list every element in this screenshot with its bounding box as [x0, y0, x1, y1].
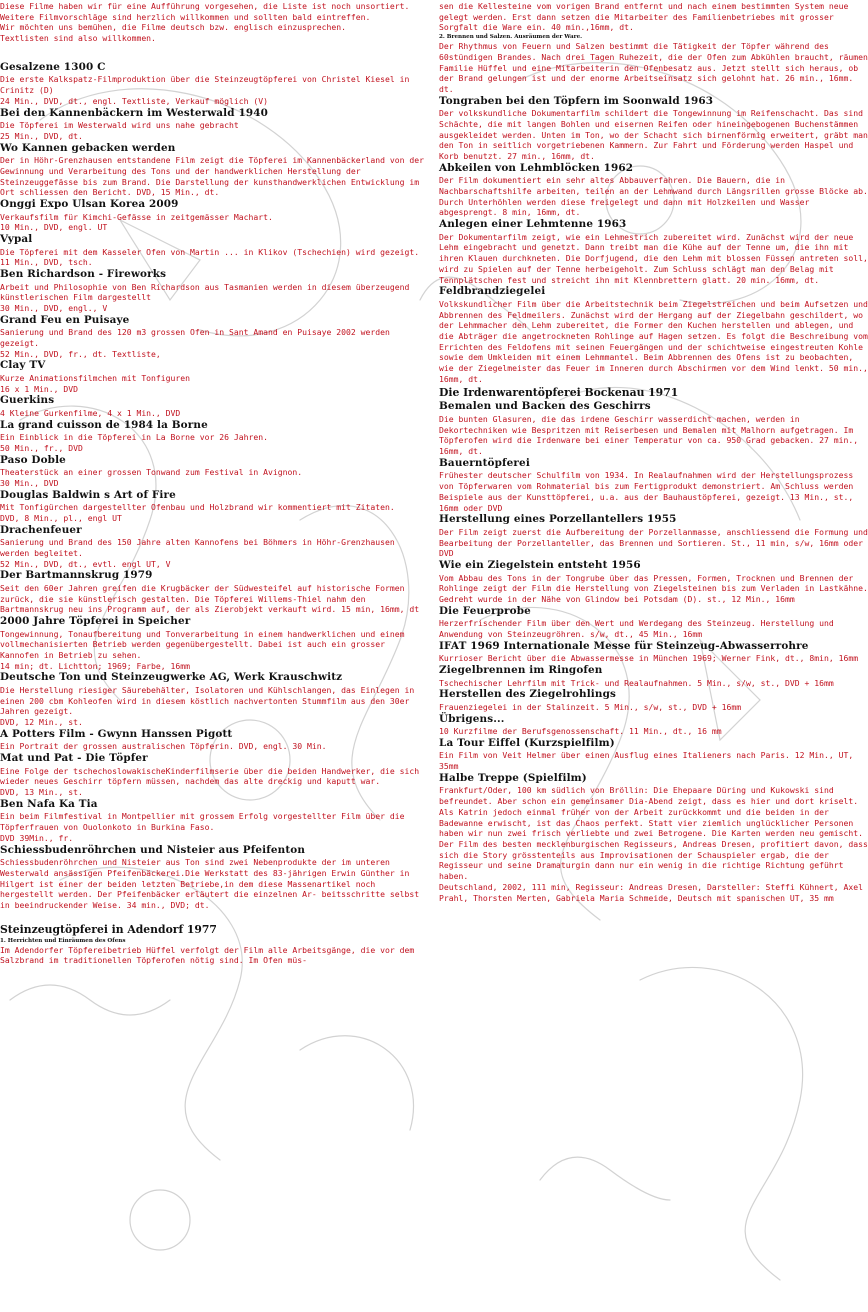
film-title: Tongraben bei den Töpfern im Soonwald 1963	[439, 94, 714, 107]
film-description: Ein Portrait der grossen australischen Töpferin. DVD, engl. 30 Min.	[0, 741, 327, 752]
film-title: A Potters Film - Gwynn Hanssen Pigott	[0, 727, 233, 740]
film-description: Sanierung und Brand des 120 m3 grossen Ofen in Sant Amand en Puisaye 2002 werden gezeigt.	[0, 327, 390, 348]
film-meta: 16 x 1 Min., DVD	[0, 383, 78, 394]
film-entry	[0, 142, 426, 198]
film-entry	[439, 664, 868, 688]
film-meta: 30 Min., DVD, engl., V	[0, 302, 108, 313]
film-description: Mit Tonfigürchen dargestellter Ofenbau und Holzbrand wir kommentiert mit Zitaten.	[0, 502, 395, 513]
film-title: Übrigens...	[439, 712, 505, 725]
film-description: Frauenziegelei in der Stalinzeit. 5 Min., s/w, st., DVD + 16mm	[439, 701, 742, 712]
film-title: Onggi Expo Ulsan Korea 2009	[0, 197, 179, 210]
film-meta: 50 Min., fr., DVD	[0, 442, 83, 453]
film-entry	[439, 688, 868, 712]
film-entry	[0, 314, 426, 360]
right-film-list	[439, 95, 868, 385]
film-description: Ein Film von Veit Helmer über einen Ausflug eines Italieners nach Paris. 12 Min., UT, 35mm	[439, 750, 854, 772]
continued-text: sen die Kellesteine vom vorigen Brand entfernt und nach einem bestimmten System neue gelegt werden. Erst dann setzen die Mitarbeiter des Familienbetriebes mit grosser Sorgfalt die Ware ein. 40 min.,16mm, dt.	[439, 1, 849, 33]
film-title: Gesalzene 1300 C	[0, 60, 106, 73]
film-title: Bei den Kannenbäckern im Westerwald 1940	[0, 106, 268, 119]
film-description: Ein beim Filmfestival in Montpellier mit grossem Erfolg vorgestellter Film über die Töpferfrauen von Ouolonkoto in Burkina Faso.	[0, 811, 405, 833]
film-description: Die Töpferei im Westerwald wird uns nahe gebracht	[0, 120, 239, 131]
film-entry	[0, 844, 426, 911]
intro-text	[0, 1, 426, 44]
film-title: Bemalen und Backen des Geschirrs	[439, 400, 651, 413]
continued-text: Der Rhythmus von Feuern und Salzen bestimmt die Tätigkeit der Töpfer während des 60stündigen Brandes. Nach drei Tagen Ruhezeit, die der Ofen zum Abkühlen braucht, räumen Familie Hüffel und eine Mitarbeiterin den Ofenbesatz aus. Jetzt stellt sich heraus, ob der Brand gelungen ist und der enorme Arbeitseinsatz sich gelohnt hat. 26 min., 16mm. dt.	[439, 41, 868, 94]
film-description: Tschechischer Lehrfilm mit Trick- und Realaufnahmen. 5 Min., s/w, st., DVD + 16mm	[439, 677, 834, 688]
film-description: Kurrioser Bericht über die Abwassermesse in München 1969; Werner Fink, dt., 8min, 16mm	[439, 653, 859, 664]
section-subtitle: 2. Brennen und Salzen. Ausräumen der Ware.	[439, 34, 583, 41]
film-meta: DVD, 13 Min., st.	[0, 787, 83, 798]
film-entry	[439, 400, 868, 456]
film-title: Anlegen einer Lehmtenne 1963	[439, 218, 627, 231]
film-description: Herzerfrischender Film über den Wert und Werdegang des Steinzeug. Herstellung und Anwendung von Steinzeugröhren. s/w, dt., 45 Min., 16mm	[439, 618, 834, 639]
film-title: Ziegelbrennen im Ringofen	[439, 663, 603, 676]
film-entry	[0, 61, 426, 107]
film-description: Eine Folge der tschechoslowakischeKinderfilmserie über die beiden Handwerker, die sich wieder neues Geschirr töpfern müssen, nachdem das alte dreckig und kaputt war.	[0, 765, 420, 787]
film-entry	[0, 198, 426, 233]
film-entry	[0, 359, 426, 394]
film-description: Die Töpferei mit dem Kasseler Ofen von Martin ... in Klikov (Tschechien) wird gezeigt.	[0, 246, 420, 257]
film-title: 2000 Jahre Töpferei in Speicher	[0, 615, 191, 628]
film-title: Abkeilen von Lehmblöcken 1962	[439, 161, 634, 174]
intro-line-1: Diese Filme haben wir für eine Aufführung vorgesehen, die Liste ist noch unsortiert.	[0, 1, 410, 11]
film-title: Ben Nafa Ka Tia	[0, 797, 98, 810]
film-entry	[0, 752, 426, 798]
film-entry	[439, 559, 868, 605]
film-meta: 25 Min., DVD, dt.	[0, 130, 83, 141]
film-entry	[0, 489, 426, 524]
film-entry	[439, 285, 868, 384]
film-meta: 52 Min., DVD, dt., evtl. engl UT, V	[0, 558, 171, 569]
film-entry	[439, 513, 868, 559]
film-description: Schiessbudenröhrchen und Nisteier aus Ton sind zwei Nebenprodukte der im unteren Westerwald ansässigen Pfeifenbäckerei.Die Werkstatt des 83-jährigen Erwin Günther in Hilgert ist einer der beiden letzten Betriebe,in dem diese Massenartikel noch hergestellt werden. Der Pfeifenbäcker erläutert die einzelnen Ar- beitsschritte selbst in beeindruckender Weise. 34 min., DVD; dt.	[0, 857, 420, 910]
film-description: Der Film zeigt zuerst die Aufbereitung der Porzellanmasse, anschliessend die Formung und Bearbeitung der Porzellanteller, das Brennen und Sortieren. St., 11 min, s/w, 16mm oder DVD	[439, 526, 868, 559]
film-description: Im Adendorfer Töpfereibetrieb Hüffel verfolgt der Film alle Arbeitsgänge, die vor dem Salzbrand im traditionellen Töpferofen nötig sind. Im Ofen müs-	[0, 944, 415, 966]
film-entry	[0, 454, 426, 489]
bockenau-film-list	[439, 400, 868, 903]
film-entry	[439, 457, 868, 513]
film-title: La grand cuisson de 1984 la Borne	[0, 418, 208, 431]
film-description: Frühester deutscher Schulfilm von 1934. In Realaufnahmen wird der Herstellungsprozess von Töpferwaren vom Rohmaterial bis zum Fertigprodukt demonstriert. Am Schluss werden Beispiele aus der Kunsttöpferei, u.a. aus der Bauhaustöpferei, gezeigt. 13 Min., st., 16mm oder DVD	[439, 470, 854, 513]
film-entry	[0, 798, 426, 844]
section-subtitle: 1. Herrichten und Einräumen des Ofens	[0, 937, 126, 944]
film-entry	[439, 640, 868, 664]
intro-line-4: Textlisten sind also willkommen.	[0, 33, 156, 44]
film-meta: DVD, 12 Min., st.	[0, 717, 83, 728]
film-meta: 30 Min., DVD	[0, 477, 59, 488]
film-meta: DVD 39Min., fr.	[0, 832, 74, 843]
film-description: Volkskundlicher Film über die Arbeitstechnik beim Ziegelstreichen und beim Aufsetzen und Abbrennen des Feldmeilers. Zunächst wird der Hergang auf der Ziegelbahn geschildert, wo der Lehmmacher den Lehm zubereitet, die Former den Kuchen herstellen und ablegen, und die Abträger die angetrockneten Rohlinge auf Hagen setzen. Es folgt die Beschreibung vom Errichten des Feldofens mit seinen Feuergängen und der schichtweise eingestreuten Kohle sowie dem Umkleiden mit einem Lehmmantel. Beim Abbrennen des Ofens ist zu beobachten, wie der Ziegelmeister das Feuer im Inneren durch Abschirmen vor dem Wind lenkt. 50 min., 16mm, dt.	[439, 298, 868, 384]
film-title: Douglas Baldwin s Art of Fire	[0, 488, 176, 501]
film-meta: Deutschland, 2002, 111 min, Regisseur: Andreas Dresen, Darsteller: Steffi Kühnert, Axel Prahl, Thorsten Merten, Gabriela Maria Schmeide, Deutsch mit spanischen UT, 35 mm	[439, 881, 863, 903]
film-title: La Tour Eiffel (Kurzspielfilm)	[439, 736, 615, 749]
film-entry	[439, 218, 868, 285]
section-title: Steinzeugtöpferei in Adendorf 1977	[0, 922, 217, 936]
film-description: Verkaufsfilm für Kimchi-Gefässe in zeitgemässer Machart.	[0, 211, 273, 222]
film-entry	[439, 772, 868, 903]
film-entry	[0, 728, 426, 752]
film-description: Sanierung und Brand des 150 Jahre alten Kannofens bei Böhmers in Höhr-Grenzhausen werden begleitet.	[0, 537, 395, 558]
film-description: Die erste Kalkspatz-Filmproduktion über die Steinzeugtöpferei von Christel Kiesel in Crinitz (D)	[0, 74, 410, 96]
film-entry	[0, 107, 426, 142]
film-meta: 10 Min., DVD, engl. UT	[0, 222, 108, 233]
film-title: Ben Richardson - Fireworks	[0, 267, 167, 280]
film-entry	[0, 615, 426, 671]
film-description: Vom Abbau des Tons in der Tongrube über das Pressen, Formen, Trocknen und Brennen der Rohlinge zeigt der Film die Herstellung von Ziegelsteinen bis zum Verladen in Lastkähne. Gedreht wurde in der Nähe von Glindow bei Potsdam (D). st., 12 Min., 16mm	[439, 572, 868, 604]
film-description: Kurze Animationsfilmchen mit Tonfiguren	[0, 372, 191, 383]
film-meta: 24 Min., DVD, dt., engl. Textliste, Verkauf möglich (V)	[0, 95, 269, 106]
film-entry	[0, 671, 426, 727]
film-title: Herstellen des Ziegelrohlings	[439, 688, 617, 701]
intro-line-2: Weitere Filmvorschläge sind herzlich willkommen und sollten bald eintreffen.	[0, 11, 371, 22]
film-entry	[0, 394, 426, 418]
film-description: Seit den 60er Jahren greifen die Krugbäcker der Südwesteifel auf historische Formen zurück, die sie künstlerisch gestalten. Die Töpferei Willems-Thiel nahm den Bartmannskrug neu ins Programm auf, der als Zierobjekt verkauft wird. 15 min, 16mm, dt	[0, 582, 420, 615]
film-title: Deutsche Ton und Steinzeugwerke AG, Werk Krauschwitz	[0, 671, 343, 684]
film-entry	[0, 233, 426, 268]
film-entry	[439, 95, 868, 162]
section-title: Die Irdenwarentöpferei Bockenau 1971	[439, 386, 679, 400]
film-entry	[439, 713, 868, 737]
film-entry	[0, 524, 426, 570]
film-title: Mat und Pat - Die Töpfer	[0, 752, 148, 765]
film-description: Arbeit und Philosophie von Ben Richardson aus Tasmanien werden in diesem überzeugend künstlerischen Film dargestellt	[0, 281, 410, 303]
film-entry	[0, 569, 426, 615]
film-title: Wie ein Ziegelstein entsteht 1956	[439, 558, 641, 571]
film-title: Bauerntöpferei	[439, 456, 530, 469]
film-description: Die bunten Glasuren, die das irdene Geschirr wasserdicht machen, werden in Dekortechniken wie Bespritzen mit Reiserbesen und Bemalen mit Malhorn aufgetragen. Im Töpferofen wird die Irdenware bei einer Temperatur von ca. 950 Grad gebacken. 27 min., 16mm, dt.	[439, 414, 859, 457]
film-description: Der in Höhr-Grenzhausen entstandene Film zeigt die Töpferei im Kannenbäckerland von der Gewinnung und Verarbeitung des Tons und der handwerklichen Herstellung der Steinzeuggefässe bis zum Brand. Die Darstellung der kunsthandwerklichen Entwicklung im Ort schliessen den Bericht. DVD, 15 Min., dt.	[0, 155, 424, 198]
adendorf-section	[0, 923, 426, 966]
film-entry	[439, 737, 868, 772]
film-title: Guerkins	[0, 394, 55, 407]
film-description: Der Dokumentarfilm zeigt, wie ein Lehmestrich zubereitet wird. Zunächst wird der neue Lehm eingebracht und genetzt. Dann treibt man die Kühe auf der Tenne um, die ihn mit ihren Klauen durchkneten. Die Dorfjugend, die den Lehm mit blossen Füssen antreten soll, wird zu Spielen auf der Tenne herbeigeholt. Zum Schluss schlägt man den Belag mit Tennplätschen fest und streicht ihn mit Klennbrettern glatt. 20 min. 16mm, dt.	[439, 231, 868, 285]
film-title: Halbe Treppe (Spielfilm)	[439, 771, 587, 784]
film-description: 4 Kleine Gurkenfilme, 4 x 1 Min., DVD	[0, 407, 181, 418]
left-film-list	[0, 61, 426, 911]
film-title: Der Bartmannskrug 1979	[0, 569, 153, 582]
film-description: Die Herstellung riesiger Säurebehälter, Isolatoren und Kühlschlangen, das Einlegen in einen 200 cbm Kohleofen wird in diesem köstlich nachvertonten Stummfilm aus den 30er Jahren gezeigt.	[0, 685, 415, 717]
film-entry	[0, 419, 426, 454]
film-title: Wo Kannen gebacken werden	[0, 141, 176, 154]
film-title: Drachenfeuer	[0, 523, 82, 536]
film-entry	[0, 268, 426, 314]
film-title: Grand Feu en Puisaye	[0, 313, 130, 326]
film-title: Paso Doble	[0, 453, 66, 466]
film-title: Vypal	[0, 232, 33, 245]
film-description: Theaterstück an einer grossen Tonwand zum Festival in Avignon.	[0, 467, 303, 478]
film-description: Ein Einblick in die Töpferei in La Borne vor 26 Jahren.	[0, 432, 269, 443]
film-meta: 52 Min., DVD, fr., dt. Textliste,	[0, 348, 161, 359]
film-description: Der Film dokumentiert ein sehr altes Abbauverfahren. Die Bauern, die in Nachbarschaftshilfe arbeiten, teilen an der Lehmwand durch Längsrillen grosse Blöcke ab. Durch Unterhöhlen werden diese freigelegt und dann mit Holzkeilen und Wasser abgesprengt. 8 min, 16mm, dt.	[439, 175, 868, 218]
film-title: Herstellung eines Porzellantellers 1955	[439, 513, 677, 526]
right-column	[439, 1, 868, 903]
film-title: Die Feuerprobe	[439, 604, 531, 617]
film-meta: DVD, 8 Min., pl., engl UT	[0, 512, 122, 523]
film-title: Clay TV	[0, 359, 46, 372]
film-meta: 14 min; dt. Lichtton; 1969; Farbe, 16mm	[0, 660, 191, 671]
film-title: Feldbrandziegelei	[439, 285, 546, 298]
film-description: Der volkskundliche Dokumentarfilm schildert die Tongewinnung im Reifenschacht. Das sind Schächte, die mit langen Bohlen und eisernen Reifen oder hineingebogenen Buchenstämmen ausgekleidet werden. Unten im Ton, wo der Schacht sich birnenförmig erweitert, gräbt man den Ton in seitlich vorgetriebenen Kammern. Zur Fahrt und Förderung werden Haspel und Korb benutzt. 27 min., 16mm, dt.	[439, 108, 868, 162]
film-title: IFAT 1969 Internationale Messe für Steinzeug-Abwasserrohre	[439, 639, 809, 652]
film-entry	[439, 162, 868, 218]
film-description: Frankfurt/Oder, 100 km südlich von Bröllin: Die Ehepaare Düring und Kukowski sind befreundet. Aber schon ein gemeinsamer Dia-Abend zeigt, dass es hier und dort kriselt. Als Katrin jedoch einmal früher von der Arbeit zurückkommt und die beiden in der Badewanne erwischt, ist das Chaos perfekt. Statt vier ziemlich unglücklicher Personen haben wir nun zwei frisch verliebte und zwei Betrogene. Die Karten werden neu gemischt. Der Film des besten mecklenburgischen Regisseurs, Andreas Dresen, profitiert davon, dass sich die Story grösstenteils aus Improvisationen der Schauspieler ergab, die der Regisseur und seine Dramaturgin dann nur ein wenig in die richtige Richtung geführt haben.	[439, 785, 868, 882]
intro-line-3: Wir möchten uns bemühen, die Filme deutsch bzw. englisch einzusprechen.	[0, 22, 346, 33]
film-meta: 11 Min., DVD, tsch.	[0, 257, 93, 268]
film-description: 10 Kurzfilme der Berufsgenossenschaft. 11 Min., dt., 16 mm	[439, 726, 722, 737]
film-entry	[439, 605, 868, 640]
left-column	[0, 1, 426, 966]
film-title: Schiessbudenröhrchen und Nisteier aus Pfeifenton	[0, 843, 306, 856]
film-description: Tongewinnung, Tonaufbereitung und Tonverarbeitung in einem handwerklichen und einem vollmechanisierten Betrieb werden gegenübergestellt. Dabei ist auch ein grosser Kannofen in Betrieb zu sehen.	[0, 628, 405, 661]
